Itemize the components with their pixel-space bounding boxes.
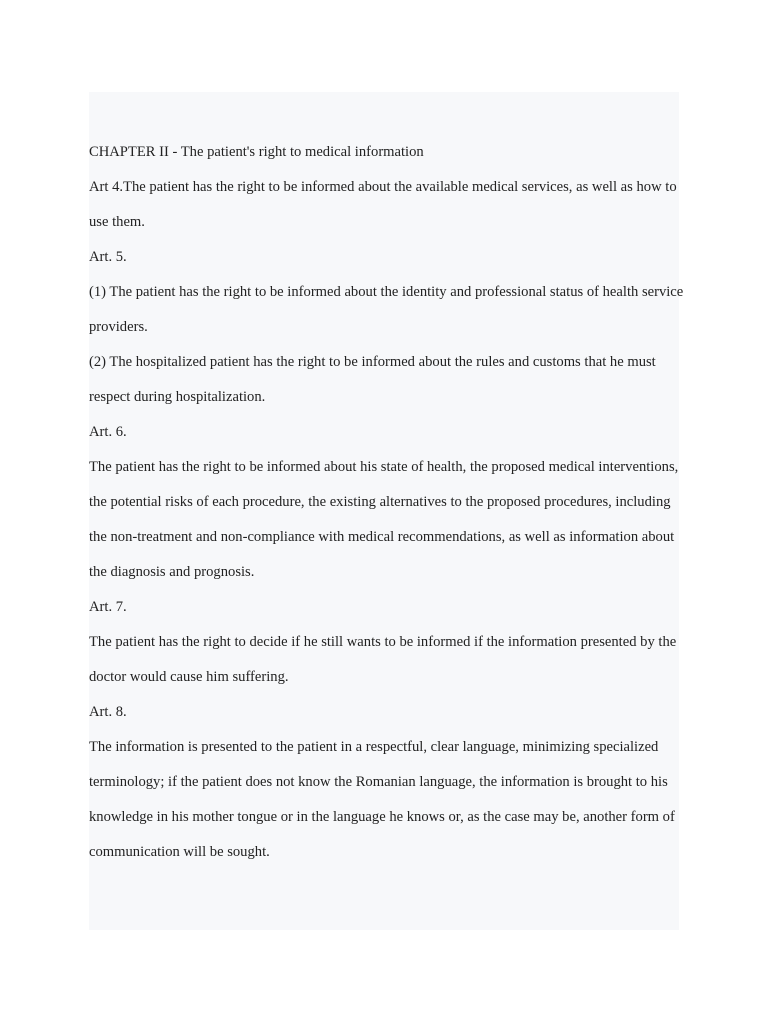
article-5-paragraph-2: (2) The hospitalized patient has the right to be informed about the rules and customs that he must respect during hospitalization. xyxy=(89,354,656,405)
article-6-text: The patient has the right to be informed about his state of health, the proposed medical interventions, the potential risks of each procedure, the existing alternatives to the proposed procedures, including the non-treatment and non-compliance with medical recommendations, as well as information about the diagnosis and prognosis. xyxy=(89,459,679,580)
article-5-heading: Art. 5. xyxy=(89,249,127,265)
document-body xyxy=(89,135,689,870)
article-8-text: The information is presented to the patient in a respectful, clear language, minimizing specialized terminology; if the patient does not know the Romanian language, the information is brought to his knowledge in his mother tongue or in the language he knows or, as the case may be, another form of communication will be sought. xyxy=(89,739,675,860)
article-5-paragraph-1: (1) The patient has the right to be informed about the identity and professional status of health service providers. xyxy=(89,284,684,335)
article-8-heading: Art. 8. xyxy=(89,704,127,720)
article-7-heading: Art. 7. xyxy=(89,599,127,615)
article-7-text: The patient has the right to decide if he still wants to be informed if the information presented by the doctor would cause him suffering. xyxy=(89,634,677,685)
chapter-heading: CHAPTER II - The patient's right to medical information xyxy=(89,144,424,160)
article-4-text: Art 4.The patient has the right to be informed about the available medical services, as well as how to use them. xyxy=(89,179,677,230)
article-6-heading: Art. 6. xyxy=(89,424,127,440)
